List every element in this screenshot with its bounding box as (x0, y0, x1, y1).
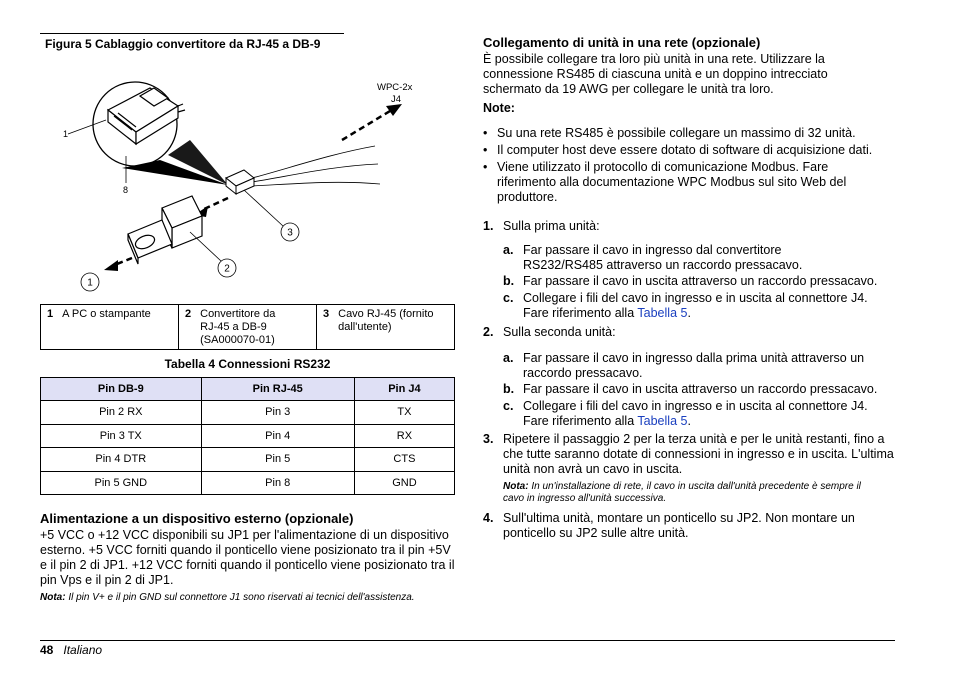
svg-text:1: 1 (87, 277, 93, 289)
wiring-diagram (40, 60, 455, 300)
svg-text:3: 3 (287, 227, 293, 239)
table-row: Pin 5 GND Pin 8 GND (41, 471, 455, 495)
table-header: Pin RJ-45 (201, 378, 354, 401)
rj45-plug-zoom (108, 88, 185, 144)
wpc-label: WPC-2x (377, 82, 413, 93)
pin1-label: 1 (63, 129, 69, 139)
figure-legend (40, 304, 455, 350)
db9-converter (128, 196, 202, 264)
power-body: +5 VCC o +12 VCC disponibili su JP1 per l'alimentazione di un dispositivo esterno. +5 VCC forniti quando il ponticello viene posizionato tra il pin +5V e il pin 2 di JP1. +12 VCC forniti quando il ponticello viene posizionato tra il pin Vps e il pin 2 di JP1. (40, 528, 455, 587)
pin8-label: 8 (123, 185, 129, 195)
language-label: Italiano (63, 643, 103, 657)
step3-note: Nota: In un'installazione di rete, il cavo in uscita dall'unità precedente è sempre il cavo in ingresso all'unità successiva. (503, 481, 861, 504)
tabella5-link[interactable]: Tabella 5 (637, 414, 688, 428)
legend-item: 1 A PC o stampante (47, 308, 151, 320)
network-intro: È possibile collegare tra loro più unità in una rete. Utilizzare la connessione RS485 di ciascuna unità e un doppino intrecciato schermato da 19 AWG per collegare le unità tra loro. (483, 52, 828, 96)
power-note: Nota: Il pin V+ e il pin GND sul connettore J1 sono riservati ai tecnici dell'assistenza. (40, 592, 415, 603)
table-caption: Tabella 4 Connessioni RS232 (164, 357, 331, 371)
arrow-to-wpc (386, 104, 402, 116)
arrow-to-pc (104, 260, 118, 271)
table-row: Pin 2 RX Pin 3 TX (41, 401, 455, 425)
legend-item: 2 Convertitore da RJ-45 a DB-9 (SA000070-01) (178, 305, 316, 349)
rj45-plug-small (226, 170, 254, 194)
network-heading: Collegamento di unità in una rete (opzionale) (483, 35, 761, 50)
table-header: Pin J4 (354, 378, 454, 401)
tabella5-link[interactable]: Tabella 5 (637, 306, 688, 320)
power-heading: Alimentazione a un dispositivo esterno (opzionale) (40, 511, 354, 526)
table-header: Pin DB-9 (41, 378, 202, 401)
rs232-table (40, 377, 455, 495)
top-rule-left (40, 33, 344, 34)
footer-rule (40, 640, 895, 641)
legend-item: 3 Cavo RJ-45 (fornito dall'utente) (316, 305, 454, 349)
table-row: Pin 3 TX Pin 4 RX (41, 424, 455, 448)
notes-heading: Note: (483, 101, 515, 115)
figure-caption: Figura 5 Cablaggio convertitore da RJ-45 a DB-9 (45, 37, 321, 51)
j4-label: J4 (391, 94, 402, 105)
page-number: 48 (40, 643, 54, 657)
svg-text:2: 2 (224, 263, 230, 275)
table-row: Pin 4 DTR Pin 5 CTS (41, 448, 455, 472)
page-footer (40, 643, 102, 657)
